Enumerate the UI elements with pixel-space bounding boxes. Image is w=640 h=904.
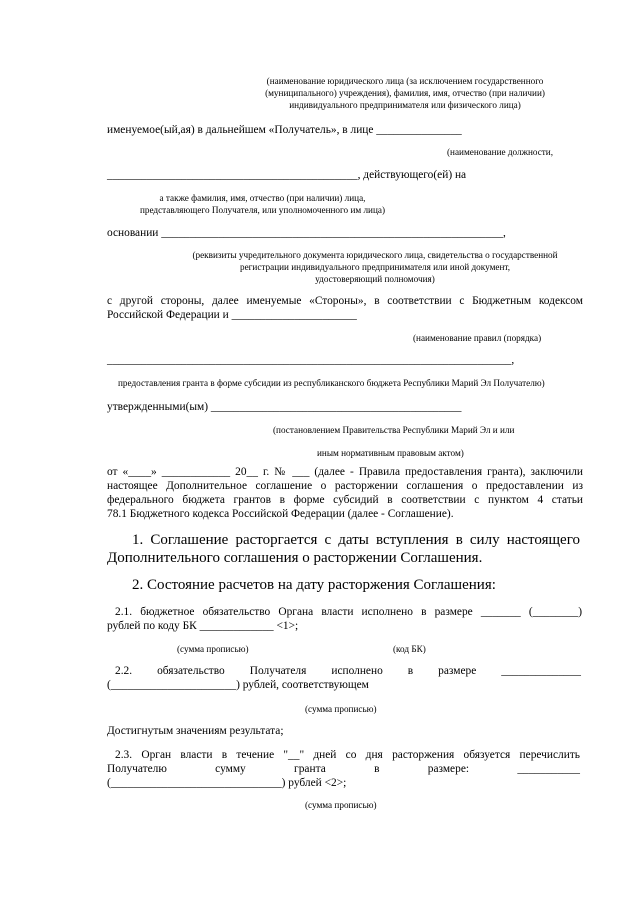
position-note: (наименование должности, [447,147,554,157]
legal-entity-note-line-3: индивидуального предпринимателя или физического лица) [289,100,521,110]
item-2-2-line-2: (______________________) рублей, соответствующем [107,679,369,691]
regulatory-act-note: иным нормативным правовым актом) [317,448,464,458]
item-2-3-line-3: (______________________________) рублей <2>; [107,777,347,789]
amount-in-words-note-1: (сумма прописью) [177,644,249,654]
requisites-note-line-1: (реквизиты учредительного документа юридического лица, свидетельства о государственной [192,250,558,260]
acting-on-line: ____________________________________________, действующего(ей) на [107,169,467,181]
section-1-line-2: Дополнительного соглашения о расторжении Соглашения. [107,550,483,566]
budget-code-line: 78.1 Бюджетного кодекса Российской Федерации (далее - Соглашение). [107,508,454,520]
item-2-3-line-2: Получателю сумму гранта в размере: ___________ [107,763,580,775]
person-note-line-2: представляющего Получателя, или уполномоченного им лица) [139,205,386,215]
item-2-3-line-1: 2.3. Орган власти в течение "__" дней со дня расторжения обязуется перечислить [115,749,580,761]
requisites-note-line-3: удостоверяющий полномочия) [315,274,435,284]
government-decree-note: (постановлением Правительства Республики Марий Эл и или [273,425,515,435]
rules-name-note: (наименование правил (порядка) [413,333,542,343]
basis-line: основании ____________________________________________________________, [107,227,506,239]
federal-budget-line: федерального бюджета грантов в форме субсидий в соответствии с пунктом 4 статьи [107,494,583,506]
section-1-line-1: 1. Соглашение расторгается с даты вступления в силу настоящего [132,532,580,548]
grant-provision-note: предоставления гранта в форме субсидии из республиканского бюджета Республики Марий Эл Получателю) [118,378,545,388]
parties-line: с другой стороны, далее именуемые «Стороны», в соответствии с Бюджетным кодексом [107,295,583,307]
item-2-1-line-2: рублей по коду БК _____________ <1>; [107,620,299,632]
termination-agreement-line: настоящее Дополнительное соглашение о расторжении соглашения о предоставлении из [107,480,583,492]
person-note-line-1: а также фамилия, имя, отчество (при наличии) лица, [159,193,366,203]
concluded-line: от «____» ____________ 20__ г. № ___ (далее - Правила предоставления гранта), заключили [107,466,583,478]
achieved-values-line: Достигнутым значениям результата; [107,725,284,737]
bk-code-note: (код БК) [393,644,426,654]
approved-by-line: утвержденными(ым) ____________________________________________ [107,401,462,413]
item-2-2-line-1: 2.2. обязательство Получателя исполнено в размере ______________ [115,665,581,677]
russian-federation-line: Российской Федерации и ______________________ [107,309,357,321]
amount-in-words-note-2: (сумма прописью) [305,704,377,714]
legal-entity-note-line-1: (наименование юридического лица (за исключением государственного [266,76,544,86]
recipient-named-line: именуемое(ый,ая) в дальнейшем «Получатель», в лице _______________ [107,124,462,136]
item-2-1-line-1: 2.1. бюджетное обязательство Органа власти исполнено в размере _______ (________) [115,606,582,618]
legal-entity-note-line-2: (муниципального) учреждения), фамилия, имя, отчество (при наличии) [265,88,545,98]
requisites-note-line-2: регистрации индивидуального предпринимателя или иной документ, [239,262,511,272]
section-2-heading: 2. Состояние расчетов на дату расторжения Соглашения: [132,577,496,593]
amount-in-words-note-3: (сумма прописью) [305,800,377,810]
rules-blank-line: _______________________________________________________________________, [107,354,515,366]
